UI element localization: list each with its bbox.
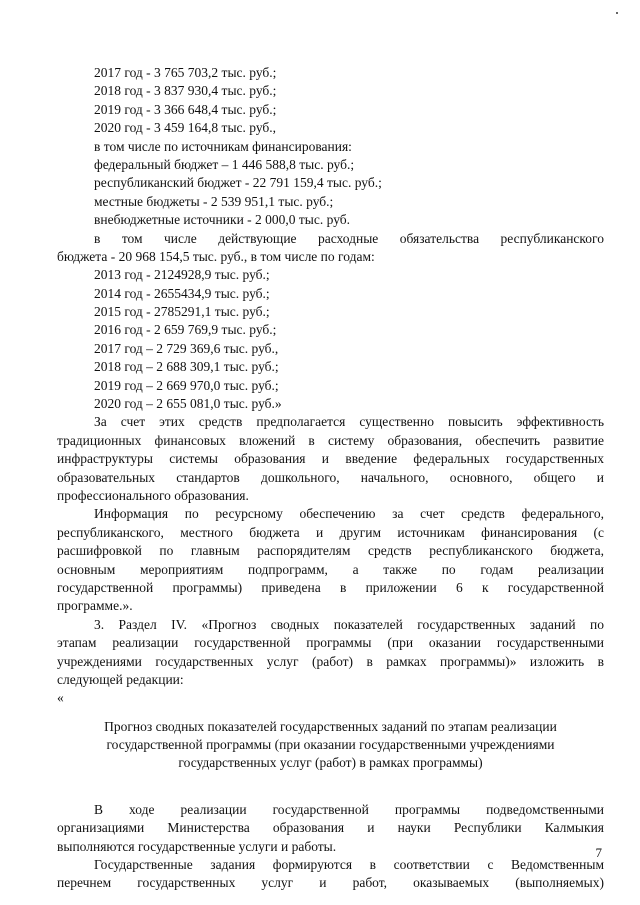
- tasks-paragraph: [57, 856, 604, 893]
- open-quote: «: [57, 690, 64, 706]
- page-content: [57, 64, 604, 893]
- text-line: 2014 год - 2655434,9 тыс. руб.;: [94, 285, 270, 301]
- text-line: основным мероприятиям подпрограмм, а также по годам реализации: [57, 561, 604, 577]
- text-line: следующей редакции:: [57, 671, 184, 687]
- text-line: республиканского, местного бюджета и другим источникам финансирования (с: [57, 524, 604, 540]
- text-line: расшифровкой по главным распорядителям средств республиканского бюджета,: [57, 543, 604, 559]
- information-paragraph: [57, 505, 604, 615]
- text-line: в том числе по источникам финансирования:: [94, 138, 352, 154]
- heading-line: государственных услуг (работ) в рамках программы): [178, 755, 483, 771]
- text-line: учреждениями государственных услуг (работ) в рамках программы)» изложить в: [57, 653, 604, 669]
- heading-line: государственной программы (при оказании государственными учреждениями: [106, 737, 555, 753]
- section-paragraph: [57, 616, 604, 690]
- page-number: 7: [595, 845, 602, 860]
- text-line: 2019 год - 3 366 648,4 тыс. руб.;: [94, 101, 277, 117]
- text-line: 2020 год – 2 655 081,0 тыс. руб.»: [94, 396, 282, 412]
- text-line: В ходе реализации государственной программы подведомственными: [94, 801, 604, 817]
- text-line: 2017 год – 2 729 369,6 тыс. руб.,: [94, 340, 279, 356]
- text-line: профессионального образования.: [57, 487, 249, 503]
- text-line: За счет этих средств предполагается существенно повысить эффективность: [94, 414, 604, 430]
- text-line: организациями Министерства образования и науки Республики Калмыкия: [57, 820, 604, 836]
- expenses-paragraph: [57, 230, 604, 267]
- text-line: Информация по ресурсному обеспечению за счет средств федерального,: [94, 506, 604, 522]
- text-line: местные бюджеты - 2 539 951,1 тыс. руб.;: [94, 193, 334, 209]
- text-line: внебюджетные источники - 2 000,0 тыс. руб.: [94, 212, 351, 228]
- text-line: этапам реализации государственной программы (при оказании государственными: [57, 635, 604, 651]
- text-line: 2013 год - 2124928,9 тыс. руб.;: [94, 267, 270, 283]
- section-heading: [57, 718, 604, 773]
- text-line: традиционных финансовых вложений в систему образования, обеспечить развитие: [57, 432, 604, 448]
- text-line: 2020 год - 3 459 164,8 тыс. руб.,: [94, 120, 277, 136]
- text-line: федеральный бюджет – 1 446 588,8 тыс. руб.;: [94, 156, 355, 172]
- text-line: 2018 год – 2 688 309,1 тыс. руб.;: [94, 359, 279, 375]
- expenses-by-year-block: [57, 266, 604, 413]
- funding-by-year-block: [57, 64, 604, 230]
- text-line: 2016 год - 2 659 769,9 тыс. руб.;: [94, 322, 277, 338]
- text-line: инфраструктуры системы образования и введение федеральных государственных: [57, 451, 604, 467]
- text-line: выполняются государственные услуги и работы.: [57, 838, 337, 854]
- course-paragraph: [57, 801, 604, 856]
- text-line: республиканский бюджет - 22 791 159,4 тыс. руб.;: [94, 175, 382, 191]
- scan-speck: [616, 12, 618, 14]
- text-line: бюджета - 20 968 154,5 тыс. руб., в том числе по годам:: [57, 248, 375, 264]
- text-line: 2015 год - 2785291,1 тыс. руб.;: [94, 304, 270, 320]
- text-line: программе.».: [57, 598, 133, 614]
- text-line: 2017 год - 3 765 703,2 тыс. руб.;: [94, 65, 277, 80]
- text-line: 2019 год – 2 669 970,0 тыс. руб.;: [94, 377, 279, 393]
- text-line: 3. Раздел IV. «Прогноз сводных показателей государственных заданий по: [94, 616, 604, 632]
- text-line: государственной программы) приведена в приложении 6 к государственной: [57, 579, 604, 595]
- text-line: перечнем государственных услуг и работ, оказываемых (выполняемых): [57, 875, 604, 891]
- text-line: образовательных стандартов дошкольного, начального, основного, общего и: [57, 469, 604, 485]
- text-line: в том числе действующие расходные обязательства республиканского: [94, 230, 604, 246]
- heading-line: Прогноз сводных показателей государственных заданий по этапам реализации: [104, 718, 557, 734]
- efficiency-paragraph: [57, 413, 604, 505]
- text-line: Государственные задания формируются в соответствии с Ведомственным: [94, 857, 604, 873]
- text-line: 2018 год - 3 837 930,4 тыс. руб.;: [94, 83, 277, 99]
